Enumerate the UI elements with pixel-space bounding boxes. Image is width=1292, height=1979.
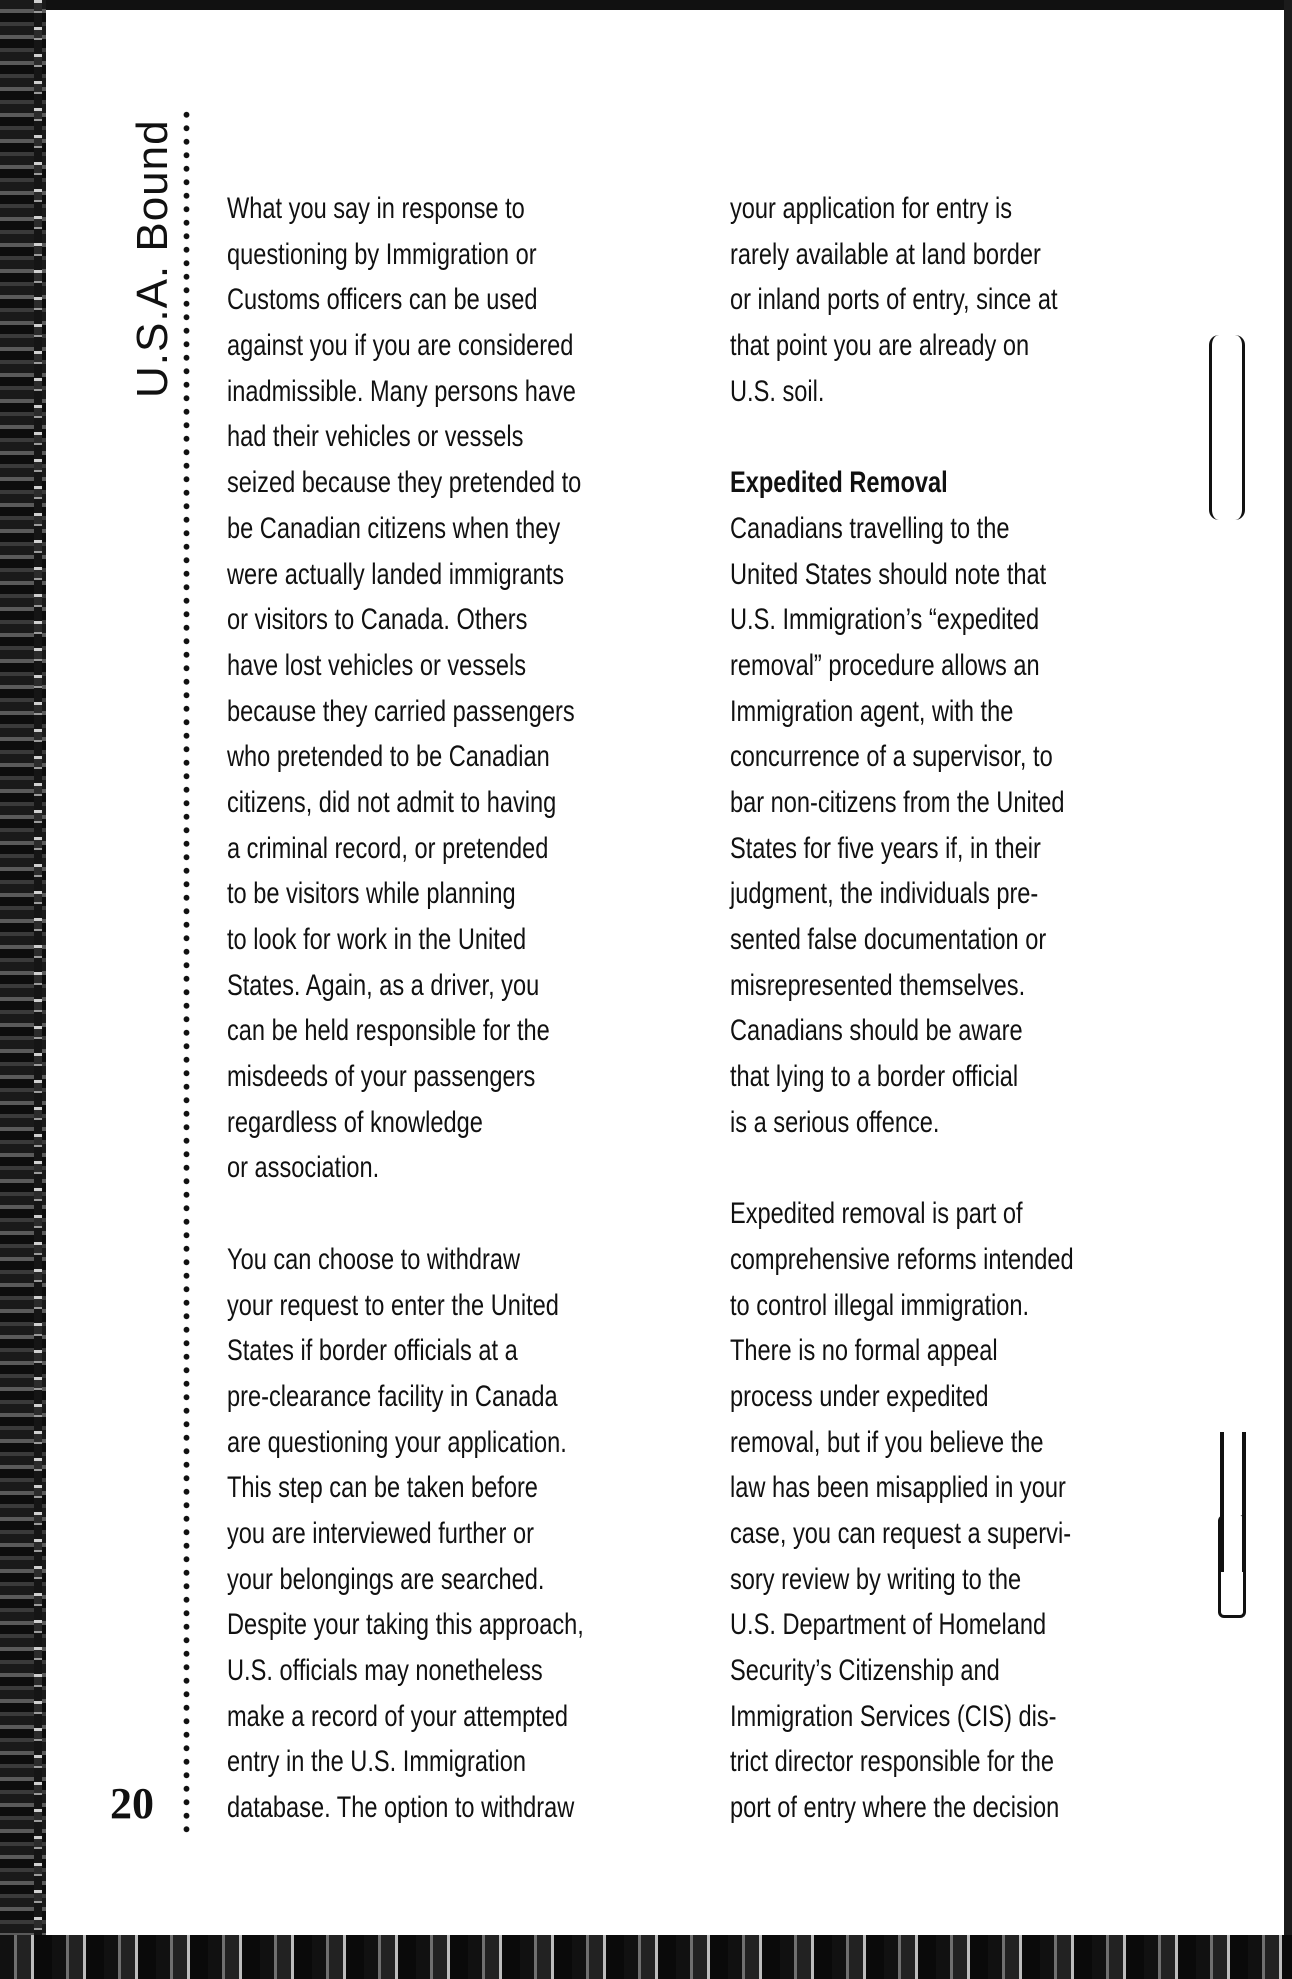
text-line: States for five years if, in their	[730, 831, 1041, 865]
scan-mark-upper	[1209, 335, 1245, 520]
text-line: judgment, the individuals pre-	[730, 877, 1039, 911]
text-line: make a record of your attempted	[227, 1699, 569, 1733]
text-line: Canadians should be aware	[730, 1014, 1023, 1048]
text-line: Expedited removal is part of	[730, 1197, 1023, 1231]
text-line: bar non-citizens from the United	[730, 785, 1065, 819]
text-line: regardless of knowledge	[227, 1105, 483, 1139]
paragraph-gap	[730, 1145, 1074, 1191]
text-line: rarely available at land border	[730, 237, 1041, 271]
text-line: seized because they pretended to	[227, 466, 582, 500]
text-line: port of entry where the decision	[730, 1791, 1060, 1825]
text-line: to be visitors while planning	[227, 877, 516, 911]
text-line: your belongings are searched.	[227, 1562, 545, 1596]
section-heading: Expedited Removal	[730, 466, 948, 500]
text-line: or inland ports of entry, since at	[730, 283, 1058, 317]
scan-edge-right	[1284, 0, 1292, 1979]
text-line: trict director responsible for the	[730, 1745, 1054, 1779]
text-line: citizens, did not admit to having	[227, 785, 557, 819]
text-line: that lying to a border official	[730, 1060, 1019, 1094]
text-line: can be held responsible for the	[227, 1014, 550, 1048]
text-line: Despite your taking this approach,	[227, 1608, 584, 1642]
text-line: Customs officers can be used	[227, 283, 538, 317]
scan-mark-lower-hook	[1218, 1515, 1246, 1618]
text-line: were actually landed immigrants	[227, 557, 565, 591]
text-line: U.S. soil.	[730, 374, 825, 408]
text-line: because they carried passengers	[227, 694, 575, 728]
text-line: to control illegal immigration.	[730, 1288, 1030, 1322]
text-line: inadmissible. Many persons have	[227, 374, 576, 408]
text-line: There is no formal appeal	[730, 1334, 998, 1368]
text-line: Security’s Citizenship and	[730, 1654, 1000, 1687]
text-line: that point you are already on	[730, 329, 1030, 363]
scan-edge-left	[0, 0, 46, 1979]
text-line: pre-clearance facility in Canada	[227, 1379, 558, 1413]
text-line: concurrence of a supervisor, to	[730, 740, 1053, 774]
text-line: is a serious offence.	[730, 1105, 940, 1139]
text-line: be Canadian citizens when they	[227, 511, 561, 545]
text-line: What you say in response to	[227, 192, 525, 225]
text-line: This step can be taken before	[227, 1471, 538, 1505]
paragraph-gap	[227, 1191, 584, 1237]
text-line: United States should note that	[730, 557, 1047, 591]
text-line: questioning by Immigration or	[227, 237, 537, 271]
text-line: your request to enter the United	[227, 1288, 559, 1322]
text-line: removal” procedure allows an	[730, 648, 1040, 682]
text-line: comprehensive reforms intended	[730, 1242, 1074, 1276]
text-line: misrepresented themselves.	[730, 968, 1026, 1002]
text-line: entry in the U.S. Immigration	[227, 1745, 527, 1779]
text-line: against you if you are considered	[227, 329, 574, 363]
text-line: or association.	[227, 1151, 380, 1185]
left-column	[227, 186, 584, 1831]
text-line: sented false documentation or	[730, 923, 1047, 956]
text-line: U.S. officials may nonetheless	[227, 1654, 543, 1687]
text-line: case, you can request a supervi-	[730, 1516, 1072, 1550]
paragraph-gap	[730, 414, 1074, 460]
text-line: had their vehicles or vessels	[227, 420, 524, 454]
dotted-rule	[182, 108, 191, 1833]
text-line: process under expedited	[730, 1379, 989, 1413]
text-line: sory review by writing to the	[730, 1562, 1022, 1596]
text-line: U.S. Department of Homeland	[730, 1608, 1047, 1642]
text-line: You can choose to withdraw	[227, 1242, 521, 1276]
scan-edge-bottom	[0, 1935, 1292, 1979]
scan-edge-top	[0, 0, 1292, 10]
text-line: Canadians travelling to the	[730, 511, 1010, 545]
text-line: your application for entry is	[730, 192, 1013, 225]
text-line: to look for work in the United	[227, 923, 527, 956]
text-line: Immigration agent, with the	[730, 694, 1014, 728]
text-line: you are interviewed further or	[227, 1516, 534, 1550]
right-column	[730, 186, 1074, 1831]
text-line: a criminal record, or pretended	[227, 831, 549, 865]
text-line: States if border officials at a	[227, 1334, 518, 1368]
text-line: misdeeds of your passengers	[227, 1060, 536, 1094]
text-line: are questioning your application.	[227, 1425, 567, 1459]
running-title: U.S.A. Bound	[128, 119, 177, 398]
text-line: removal, but if you believe the	[730, 1425, 1044, 1459]
text-line: or visitors to Canada. Others	[227, 603, 528, 637]
text-line: States. Again, as a driver, you	[227, 968, 540, 1002]
text-line: have lost vehicles or vessels	[227, 648, 527, 682]
text-line: Immigration Services (CIS) dis-	[730, 1699, 1057, 1733]
page-number: 20	[110, 1779, 154, 1828]
text-line: database. The option to withdraw	[227, 1791, 575, 1825]
text-line: U.S. Immigration’s “expedited	[730, 603, 1040, 637]
text-line: who pretended to be Canadian	[227, 740, 550, 774]
text-line: law has been misapplied in your	[730, 1471, 1066, 1505]
